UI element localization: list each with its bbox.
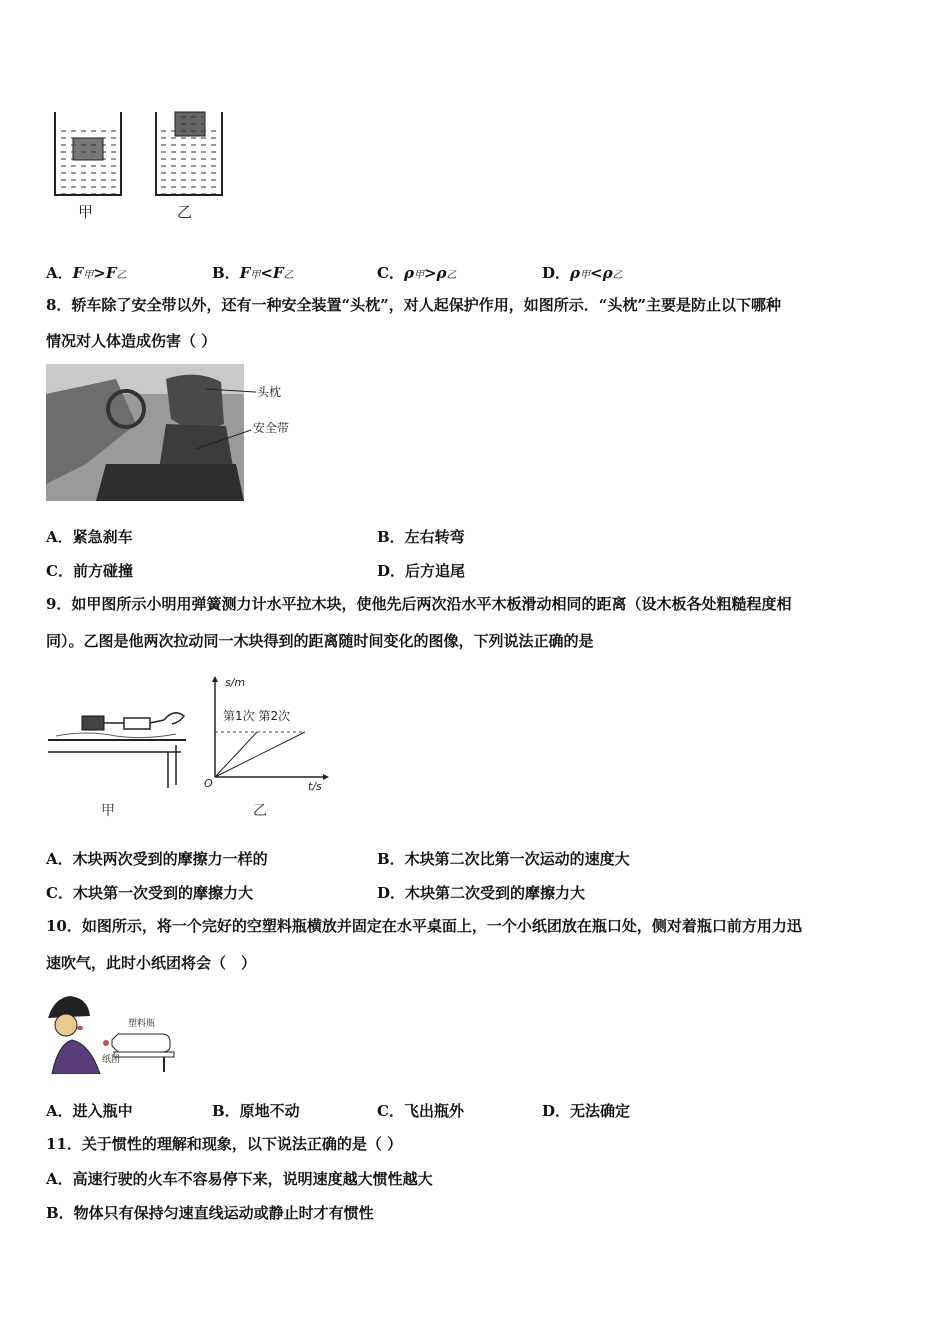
q7-option-b[interactable]: B．F甲<F乙: [212, 264, 294, 282]
graph-x-label: t/s: [308, 780, 322, 793]
q8-stem-line2: 情况对人体造成伤害（ ）: [46, 332, 217, 350]
graph-y-label: s/m: [225, 676, 246, 689]
q9-option-a[interactable]: A．木块两次受到的摩擦力一样的: [46, 850, 268, 868]
q8-option-c[interactable]: C．前方碰撞: [46, 562, 133, 580]
q9-option-c[interactable]: C．木块第一次受到的摩擦力大: [46, 884, 253, 902]
beaker-label-jia: 甲: [78, 203, 94, 221]
q7-option-a[interactable]: A．F甲>F乙: [46, 264, 127, 282]
q11-stem-line1: 11．关于惯性的理解和现象，以下说法正确的是（ ）: [46, 1135, 403, 1153]
label-bottle: 塑料瓶: [128, 1019, 156, 1029]
q9-stem-line2: 同）。乙图是他两次拉动同一木块得到的距离随时间变化的图像，下列说法正确的是: [46, 632, 594, 650]
graph-origin: O: [204, 777, 213, 790]
graph-line-first: [215, 732, 305, 777]
distance-time-graph: [195, 672, 330, 824]
q7-option-d[interactable]: D．ρ甲<ρ乙: [542, 264, 623, 282]
car-seat-photo: [46, 364, 306, 504]
q8-option-b[interactable]: B．左右转弯: [377, 528, 465, 546]
graph-legend: 第1次 第2次: [223, 709, 291, 723]
q10-option-b[interactable]: B．原地不动: [212, 1102, 300, 1120]
label-seatbelt: 安全带: [253, 421, 290, 435]
q11-option-b[interactable]: B．物体只有保持匀速直线运动或静止时才有惯性: [46, 1204, 374, 1222]
fig9-label-jia: 甲: [101, 803, 115, 819]
q8-option-d[interactable]: D．后方追尾: [377, 562, 466, 580]
q10-stem-line1: 10．如图所示，将一个完好的空塑料瓶横放并固定在水平桌面上，一个小纸团放在瓶口处，侧对着瓶口前方用力迅: [46, 917, 802, 935]
q7-option-c[interactable]: C．ρ甲>ρ乙: [377, 264, 457, 282]
graph-line-second: [215, 732, 257, 777]
label-paper: 纸团: [102, 1055, 121, 1065]
beaker-yi: [156, 112, 222, 195]
fig9-label-yi: 乙: [253, 803, 267, 819]
q10-option-c[interactable]: C．飞出瓶外: [377, 1102, 464, 1120]
beakers-figure: [40, 100, 240, 230]
label-headrest: 头枕: [257, 385, 282, 399]
beaker-jia: [55, 112, 121, 195]
q9-option-d[interactable]: D．木块第二次受到的摩擦力大: [377, 884, 586, 902]
q8-option-a[interactable]: A．紧急刹车: [46, 528, 133, 546]
q9-option-b[interactable]: B．木块第二次比第一次运动的速度大: [377, 850, 630, 868]
q10-option-a[interactable]: A．进入瓶中: [46, 1102, 133, 1120]
q11-option-a[interactable]: A．高速行驶的火车不容易停下来，说明速度越大惯性越大: [46, 1170, 433, 1188]
q8-stem-line1: 8．轿车除了安全带以外，还有一种安全装置“头枕”，对人起保护作用，如图所示．“头枕”主要是防止以下哪种: [46, 296, 781, 314]
spring-scale-figure: [46, 700, 196, 825]
q10-stem-line2: 速吹气，此时小纸团将会（ ）: [46, 954, 257, 972]
q9-stem-line1: 9．如甲图所示小明用弹簧测力计水平拉木块，使他先后两次沿水平木板滑动相同的距离（设木板各处粗糙程度相: [46, 595, 792, 613]
bottle-blow-figure: [44, 992, 184, 1074]
beaker-label-yi: 乙: [177, 203, 193, 221]
q10-option-d[interactable]: D．无法确定: [542, 1102, 631, 1120]
